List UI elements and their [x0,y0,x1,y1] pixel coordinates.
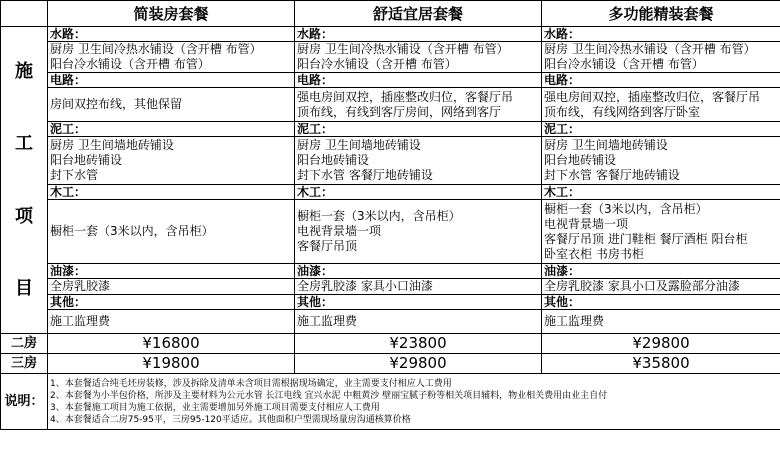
section-title-row [1,185,780,200]
item-cell [48,42,295,73]
item-line: 厨房 卫生间墙地砖铺设 [544,138,668,152]
price-premium: ¥29800 [542,334,780,354]
item-line: 厨房 卫生间墙地砖铺设 [50,138,174,152]
section-title: 电路： [295,73,542,88]
item-line: 房间双控布线，其他保留 [50,97,183,111]
item-cell [295,279,542,295]
price-row-label: 二房 [1,334,48,354]
price-comfort: ¥23800 [295,334,542,354]
item-cell [295,137,542,185]
price-row-two-room [1,334,780,354]
item-line: 施工监理费 [544,314,605,328]
item-cell [48,137,295,185]
item-cell [295,88,542,122]
item-line: 阳台冷水铺设（含开槽 布管） [50,57,210,71]
item-line: 阳台冷水铺设（含开槽 布管） [544,57,704,71]
header-premium: 多功能精装套餐 [542,1,780,27]
note-line: 4、本套餐适合二房75-95平，三房95-120平适应。其他面积户型需现场量房沟通核算价格 [50,414,411,425]
section-body-row [1,137,780,185]
header-comfort: 舒适宜居套餐 [295,1,542,27]
section-title-row [1,122,780,137]
section-title: 泥工： [48,122,295,137]
section-title: 泥工： [295,122,542,137]
item-line: 客餐厅吊顶 进门鞋柜 餐厅酒柜 阳台柜 [544,231,748,246]
section-title: 其他： [48,295,295,310]
item-line: 厨房 卫生间冷热水铺设（含开槽 布管） [544,42,756,56]
item-line: 强电房间双控，插座整改归位，客餐厅吊 [544,89,761,104]
item-cell [542,42,780,73]
section-title: 油漆： [295,264,542,279]
section-body-row [1,88,780,122]
section-title: 水路： [295,27,542,42]
item-line: 厨房 卫生间冷热水铺设（含开槽 布管） [297,42,509,56]
item-line: 客餐厅吊顶 [297,239,358,253]
section-title: 其他： [295,295,542,310]
item-cell [295,200,542,264]
item-line: 封下水管 [50,168,99,182]
section-title: 电路： [48,73,295,88]
item-line: 电视背景墙一项 [297,224,382,238]
price-row-three-room [1,354,780,374]
section-title: 水路： [542,27,780,42]
item-cell [542,200,780,264]
price-basic: ¥19800 [48,354,295,374]
section-title: 泥工： [542,122,780,137]
item-line: 全房乳胶漆 家具小口油漆 [297,279,433,293]
item-line: 施工监理费 [297,314,358,328]
item-cell [48,88,295,122]
item-line: 阳台冷水铺设（含开槽 布管） [297,57,457,71]
section-title: 油漆： [542,264,780,279]
notes-cell [48,374,780,430]
header-basic: 简装房套餐 [48,1,295,27]
item-line: 橱柜一套（3米以内，含吊柜） [544,201,708,216]
note-line: 1、本套餐适合纯毛坯房装修，涉及拆除及清单未含项目需根据现场确定，业主需要支付相应人工费用 [50,378,452,389]
item-cell [48,279,295,295]
item-line: 阳台地砖铺设 [297,153,370,167]
section-body-row [1,310,780,334]
section-title: 木工： [295,185,542,200]
item-cell [542,279,780,295]
side-char: 工 [15,133,33,155]
item-line: 厨房 卫生间墙地砖铺设 [297,138,421,152]
item-cell [542,310,780,334]
section-title: 其他： [542,295,780,310]
item-line: 全房乳胶漆 家具小口及露脸部分油漆 [544,279,740,293]
item-line: 封下水管 客餐厅地砖铺设 [544,168,680,182]
item-cell [295,310,542,334]
side-char: 项 [15,205,33,227]
item-line: 封下水管 客餐厅地砖铺设 [297,168,433,182]
price-row-label: 三房 [1,354,48,374]
section-title-row [1,73,780,88]
item-line: 全房乳胶漆 [50,279,111,293]
section-title: 木工： [542,185,780,200]
section-body-row [1,200,780,264]
item-line: 厨房 卫生间冷热水铺设（含开槽 布管） [50,42,262,56]
item-line: 橱柜一套（3米以内，含吊柜） [297,209,461,223]
price-premium: ¥35800 [542,354,780,374]
note-line: 3、本套餐施工项目为施工依据，业主需要增加另外施工项目需要支付相应人工费用 [50,402,380,413]
header-row [1,1,780,27]
section-title: 木工： [48,185,295,200]
price-comfort: ¥29800 [295,354,542,374]
item-line: 顶布线，有线到客厅房间，网络到客厅 [297,104,502,119]
item-line: 电视背景墙一项 [544,216,629,231]
side-label [1,27,48,334]
price-basic: ¥16800 [48,334,295,354]
section-body-row [1,42,780,73]
item-line: 阳台地砖铺设 [50,153,123,167]
side-char: 目 [15,278,33,300]
item-line: 顶布线，有线网络到客厅卧室 [544,104,701,119]
item-cell [48,310,295,334]
section-title-row [1,27,780,42]
section-title-row [1,264,780,279]
section-title: 油漆： [48,264,295,279]
notes-label: 说明： [1,374,48,430]
item-cell [542,88,780,122]
section-title-row [1,295,780,310]
item-line: 阳台地砖铺设 [544,153,617,167]
item-cell [295,42,542,73]
item-line: 卧室衣柜 书房书柜 [544,246,644,261]
section-title: 水路： [48,27,295,42]
corner-cell [1,1,48,27]
side-char: 施 [15,60,33,82]
item-cell [48,200,295,264]
section-body-row [1,279,780,295]
note-line: 2、本套餐为小半包价格，所涉及主要材料为公元水管 长江电线 宜兴水泥 中粗黄沙 壁丽宝腻子粉等相关项目辅料，物业相关费用由业主自付 [50,390,608,401]
item-line: 施工监理费 [50,314,111,328]
item-line: 橱柜一套（3米以内，含吊柜） [50,224,214,238]
item-cell [542,137,780,185]
notes-row [1,374,780,430]
item-line: 强电房间双控，插座整改归位，客餐厅吊 [297,89,514,104]
section-title: 电路： [542,73,780,88]
